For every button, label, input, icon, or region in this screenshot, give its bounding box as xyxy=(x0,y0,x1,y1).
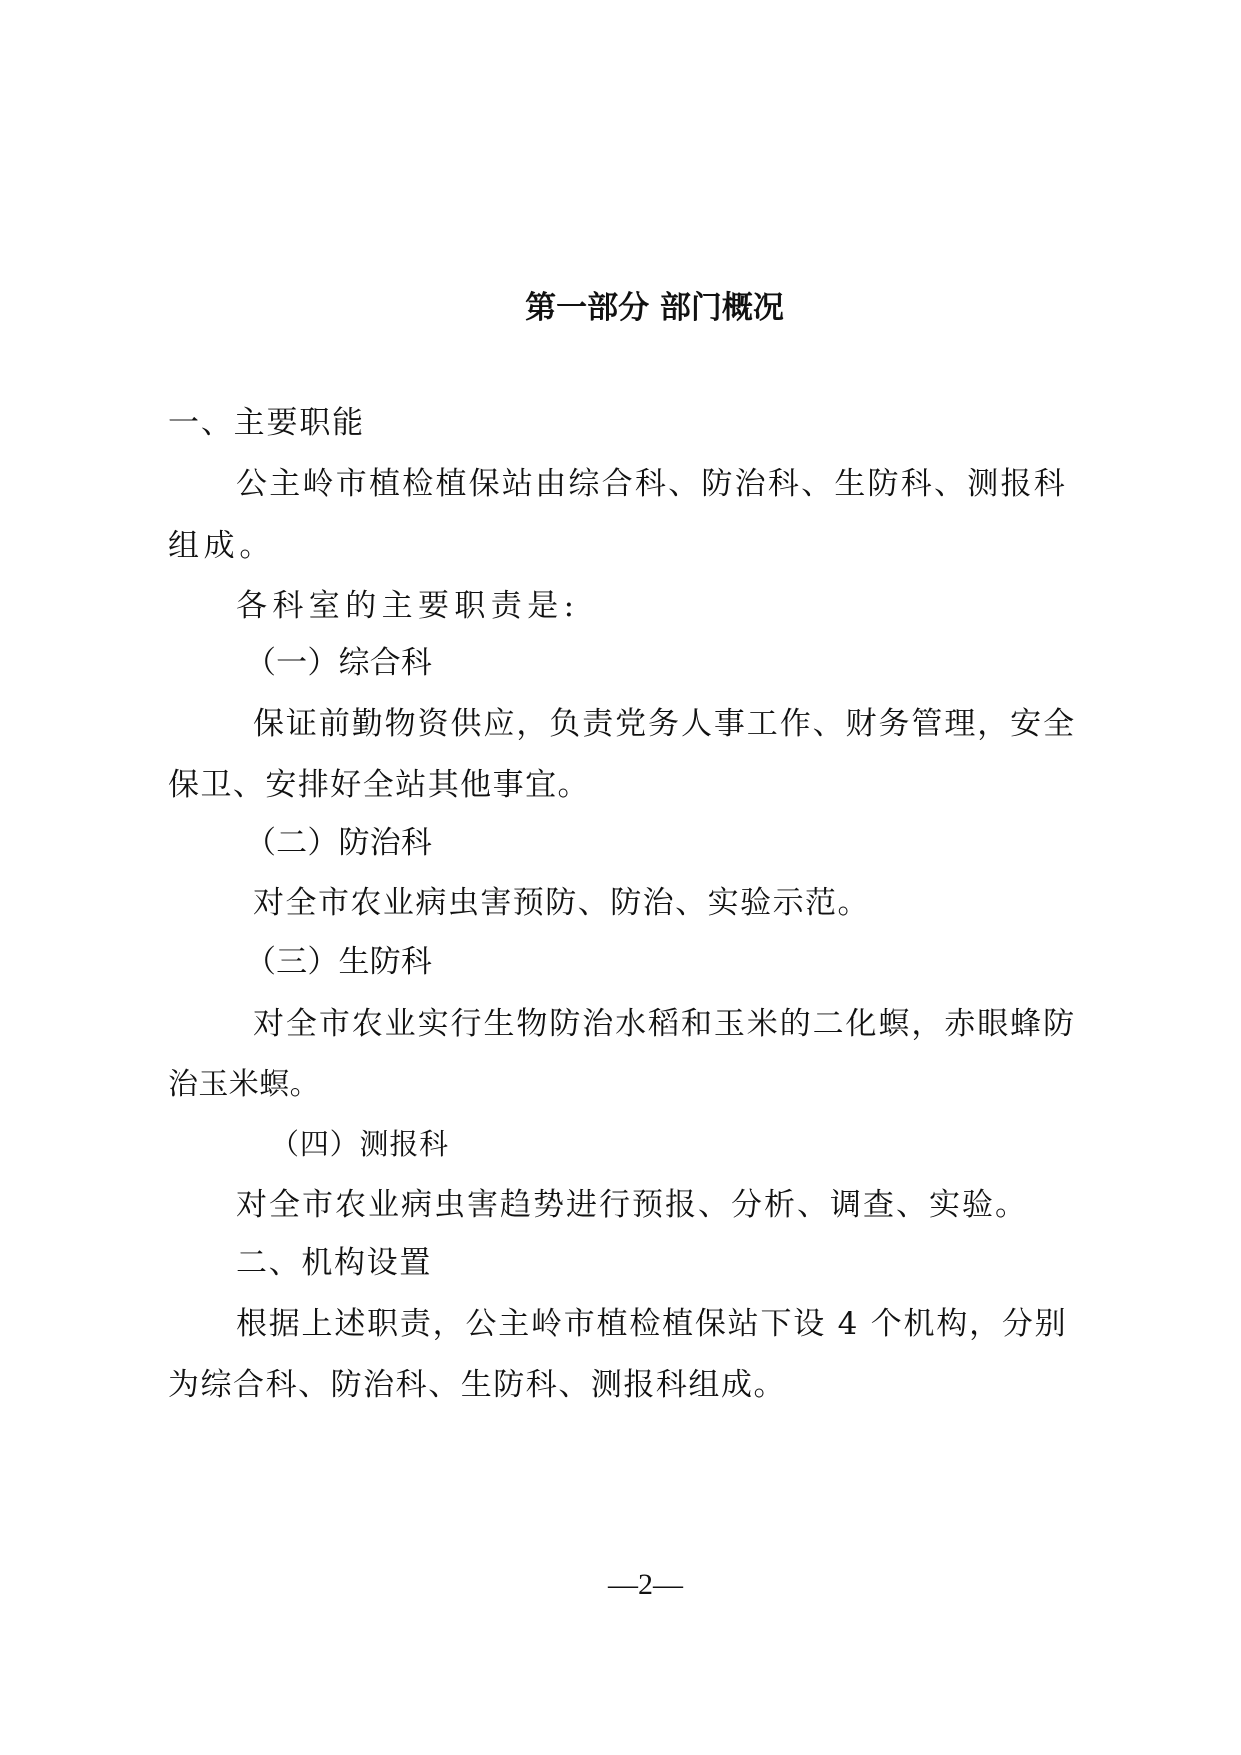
paragraph-line: 保卫、安排好全站其他事宜。 xyxy=(168,767,590,803)
paragraph-line: 为综合科、防治科、生防科、测报科组成。 xyxy=(168,1367,786,1403)
page-title: 第一部分 部门概况 xyxy=(525,290,784,326)
paragraph-line: 各科室的主要职责是: xyxy=(236,588,580,624)
paragraph-line: 根据上述职责，公主岭市植检植保站下设 4 个机构，分别 xyxy=(236,1306,1068,1342)
page-number: —2— xyxy=(608,1568,683,1601)
section-heading-structure: 二、机构设置 xyxy=(236,1245,432,1281)
paragraph-line: 组成。 xyxy=(168,528,275,564)
subheading-forecast: （四）测报科 xyxy=(270,1127,450,1161)
paragraph-line: 保证前勤物资供应，负责党务人事工作、财务管理，安全 xyxy=(253,706,1076,742)
subheading-prevention: （二）防治科 xyxy=(245,825,432,861)
section-heading-functions: 一、主要职能 xyxy=(168,405,365,441)
paragraph-line: 公主岭市植检植保站由综合科、防治科、生防科、测报科 xyxy=(236,466,1067,502)
subheading-general: （一）综合科 xyxy=(245,645,432,681)
paragraph-line: 对全市农业实行生物防治水稻和玉米的二化螟，赤眼蜂防 xyxy=(253,1006,1076,1042)
subheading-bio-control: （三）生防科 xyxy=(245,944,432,980)
paragraph-line: 对全市农业病虫害趋势进行预报、分析、调查、实验。 xyxy=(236,1187,1028,1223)
paragraph-line: 对全市农业病虫害预防、防治、实验示范。 xyxy=(253,885,870,921)
paragraph-line: 治玉米螟。 xyxy=(168,1067,320,1102)
